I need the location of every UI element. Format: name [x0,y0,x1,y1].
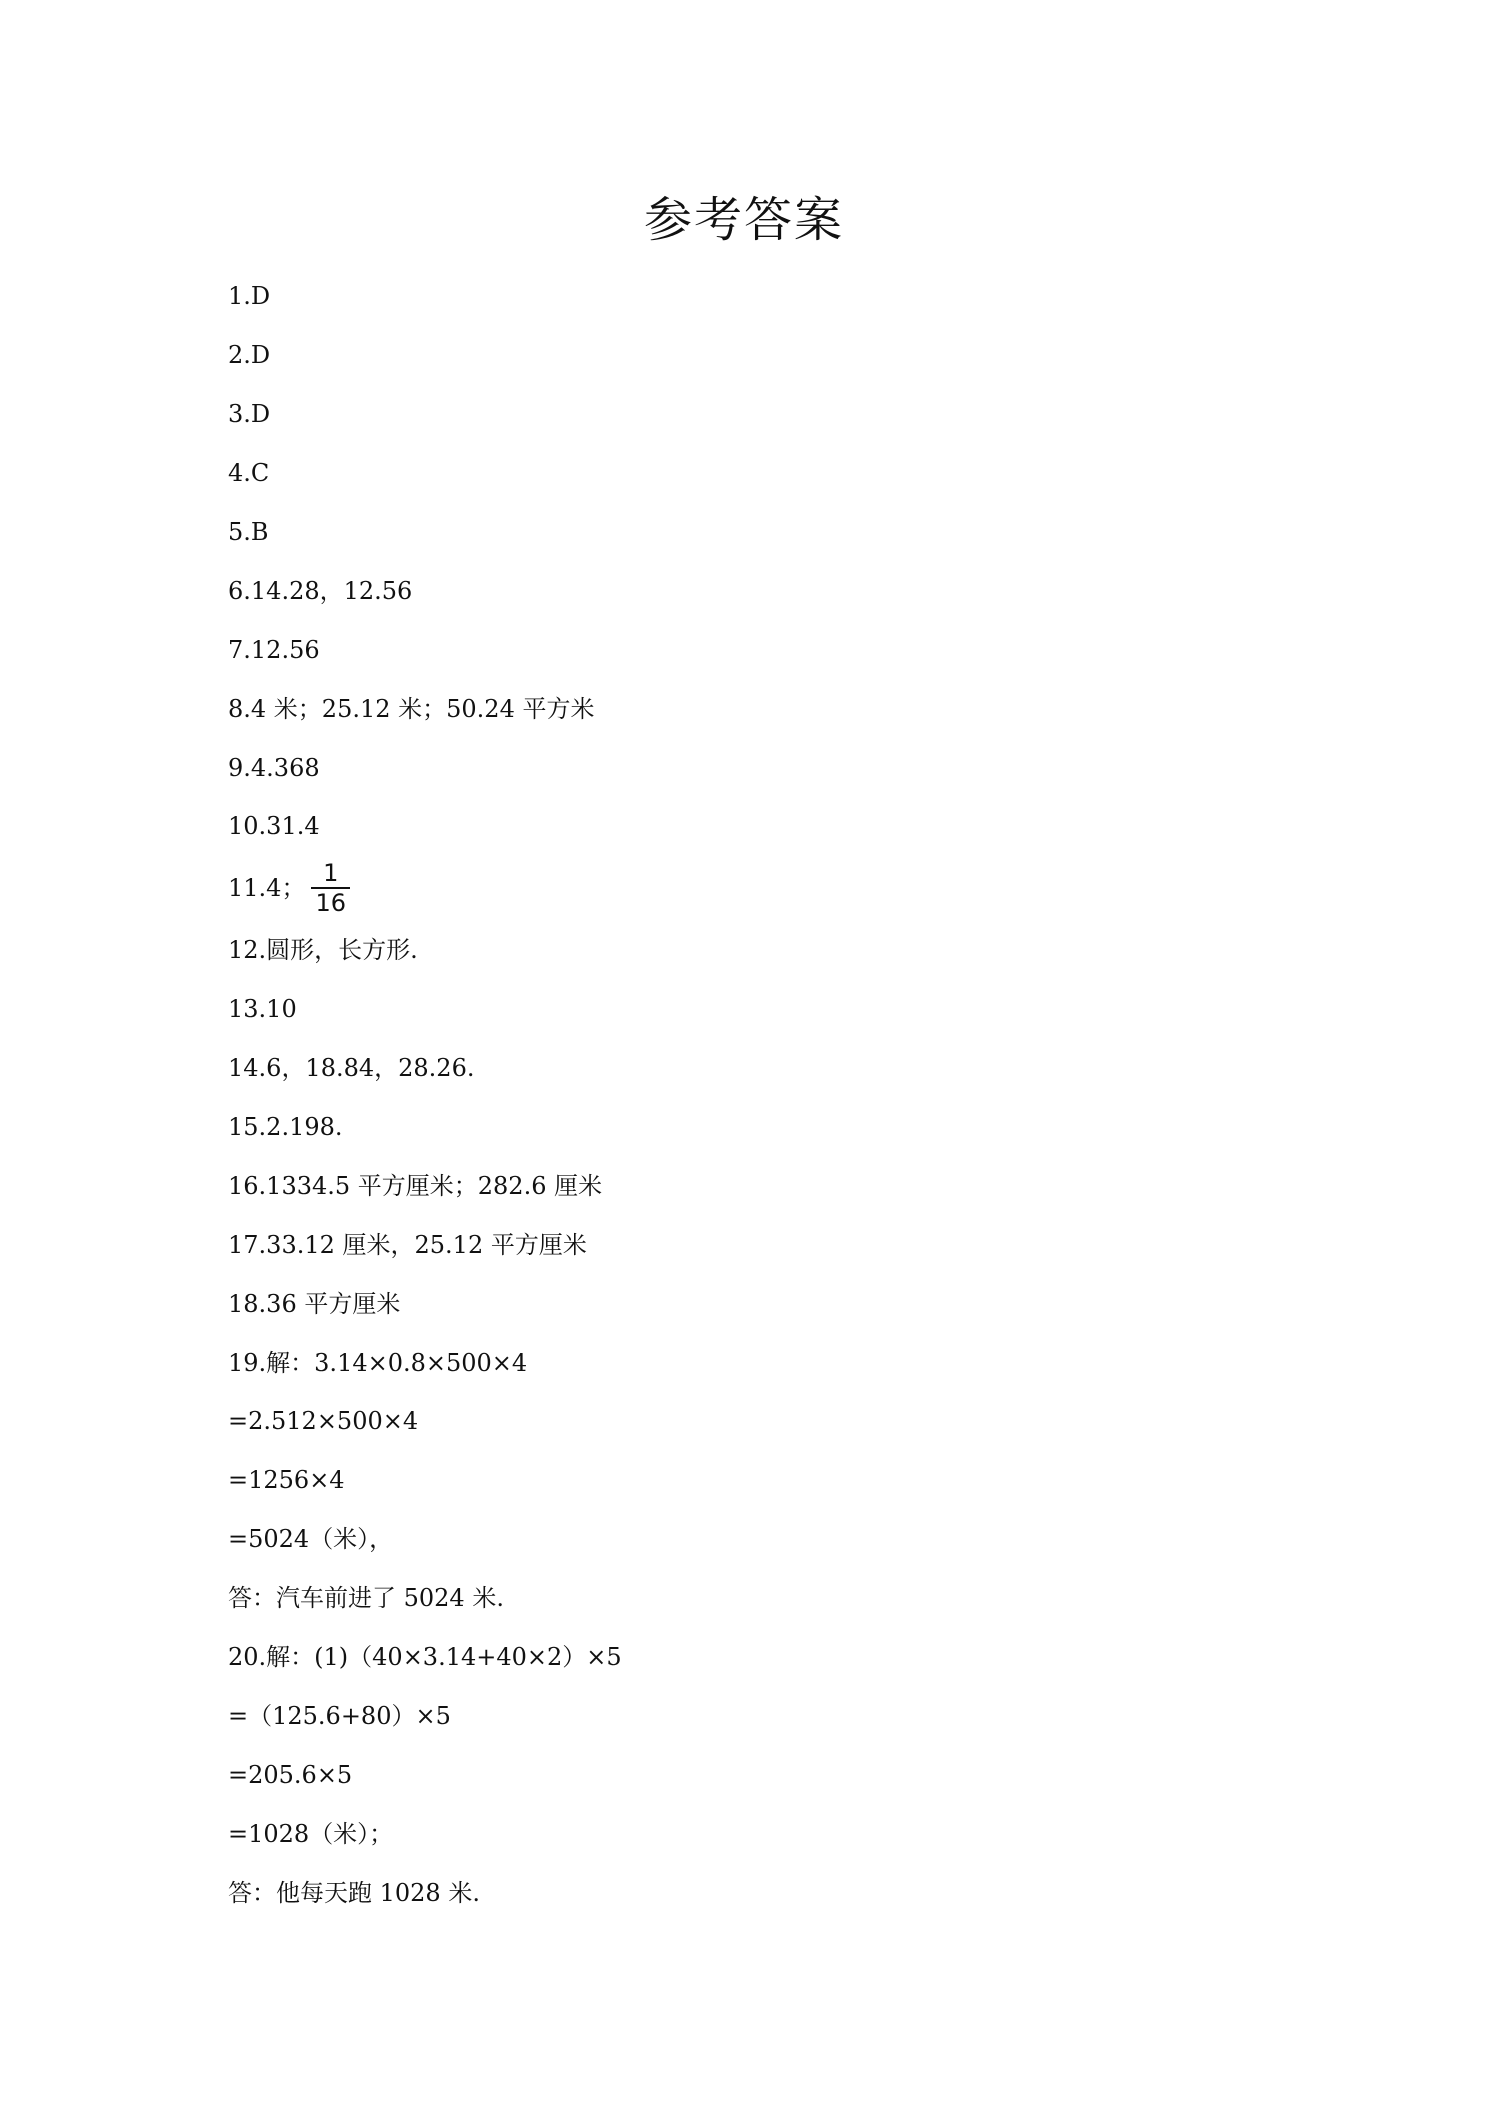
fraction-numerator: 1 [323,859,339,888]
answer-list [228,267,622,1922]
answer-line-9: 9.4.368 [228,753,320,782]
answer-line-20-step-2: =205.6×5 [228,1760,353,1789]
answer-line-19-step-2: =1256×4 [228,1466,345,1495]
answer-line-16: 16.1334.5 平方厘米；282.6 厘米 [228,1171,603,1200]
answer-line-7: 7.12.56 [228,635,320,664]
answer-line-20: 20.解：(1)（40×3.14+40×2）×5 [228,1643,622,1672]
answer-line-20-conclusion: 答：他每天跑 1028 米. [228,1878,480,1907]
answer-line-12: 12.圆形，长方形. [228,936,418,965]
page-title: 参考答案 [643,192,844,248]
answer-line-4: 4.C [228,459,270,488]
answer-line-3: 3.D [228,400,271,429]
answer-line-19: 19.解：3.14×0.8×500×4 [228,1348,528,1377]
answer-line-2: 2.D [228,341,271,370]
answer-line-17: 17.33.12 厘米，25.12 平方厘米 [228,1230,587,1259]
answer-line-13: 13.10 [228,995,297,1024]
answer-line-18: 18.36 平方厘米 [228,1289,401,1318]
answer-line-19-step-1: =2.512×500×4 [228,1407,419,1436]
answer-line-8: 8.4 米；25.12 米；50.24 平方米 [228,694,595,723]
answer-line-11-text: 11.4； [228,874,306,903]
answer-line-19-step-3: =5024（米）， [228,1525,394,1554]
answer-line-15: 15.2.198. [228,1113,343,1142]
answer-line-19-conclusion: 答：汽车前进了 5024 米. [228,1584,504,1613]
answer-line-1: 1.D [228,282,271,311]
answer-line-20-step-3: =1028（米）； [228,1819,394,1848]
answer-line-14: 14.6，18.84，28.26. [228,1054,475,1083]
answer-line-11 [228,856,622,921]
answer-line-20-step-1: =（125.6+80）×5 [228,1701,451,1730]
answer-line-6: 6.14.28，12.56 [228,576,413,605]
answer-line-5: 5.B [228,518,269,546]
answer-line-10: 10.31.4 [228,812,320,841]
fraction-denominator: 16 [315,889,346,918]
fraction [311,859,350,917]
